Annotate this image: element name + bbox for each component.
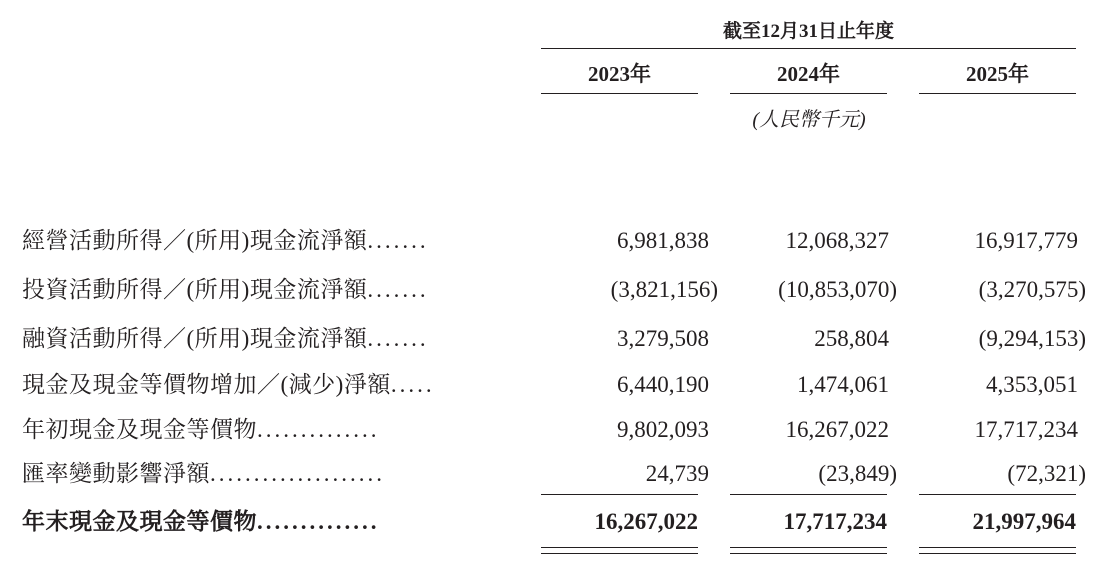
subtotal-rule-2024 bbox=[730, 494, 887, 495]
dot-leader: ....... bbox=[367, 326, 429, 351]
dot-leader: .............. bbox=[257, 509, 380, 534]
value-2025: (3,270,575) bbox=[978, 277, 1086, 302]
period-header: 截至12月31日止年度 bbox=[722, 21, 894, 42]
value-2024: (10,853,070) bbox=[778, 277, 897, 302]
dot-leader: .................... bbox=[210, 461, 385, 486]
row-label bbox=[22, 411, 502, 449]
total-2025: 21,997,964 bbox=[972, 509, 1076, 534]
row-label-text: 年初現金及現金等價物 bbox=[22, 417, 257, 442]
value-2025: (72,321) bbox=[1007, 461, 1086, 486]
dot-leader: ..... bbox=[390, 372, 435, 397]
value-2024: 1,474,061 bbox=[797, 372, 889, 397]
double-rule-2023 bbox=[541, 547, 698, 554]
year-header-2024: 2024年 bbox=[730, 58, 887, 94]
row-label bbox=[22, 455, 502, 493]
row-label bbox=[22, 222, 502, 260]
dot-leader: .............. bbox=[257, 417, 380, 442]
value-2023: (3,821,156) bbox=[610, 277, 718, 302]
total-2024: 17,717,234 bbox=[783, 509, 887, 534]
total-label-text: 年末現金及現金等價物 bbox=[22, 509, 257, 534]
row-label bbox=[22, 271, 502, 309]
value-2023: 24,739 bbox=[645, 461, 709, 486]
double-rule-2024 bbox=[730, 547, 887, 554]
row-label-text: 投資活動所得／(所用)現金流淨額 bbox=[22, 277, 368, 302]
subtotal-rule-2023 bbox=[541, 494, 698, 495]
total-2023: 16,267,022 bbox=[594, 509, 698, 534]
dot-leader: ....... bbox=[367, 228, 429, 253]
row-label bbox=[22, 320, 502, 358]
total-label bbox=[22, 503, 502, 541]
value-2024: 12,068,327 bbox=[785, 228, 889, 253]
value-2025: 4,353,051 bbox=[986, 372, 1078, 397]
subtotal-rule-2025 bbox=[919, 494, 1076, 495]
row-label-text: 經營活動所得／(所用)現金流淨額 bbox=[22, 228, 368, 253]
value-2023: 6,981,838 bbox=[617, 228, 709, 253]
currency-note: (人民幣千元) bbox=[752, 109, 866, 131]
year-header-2023: 2023年 bbox=[541, 58, 698, 94]
row-label-text: 匯率變動影響淨額 bbox=[22, 461, 210, 486]
period-rule bbox=[541, 48, 1076, 49]
value-2025: 16,917,779 bbox=[974, 228, 1078, 253]
value-2025: (9,294,153) bbox=[978, 326, 1086, 351]
value-2024: (23,849) bbox=[818, 461, 897, 486]
double-rule-2025 bbox=[919, 547, 1076, 554]
year-header-2025: 2025年 bbox=[919, 58, 1076, 94]
row-label-text: 融資活動所得／(所用)現金流淨額 bbox=[22, 326, 368, 351]
row-label-text: 現金及現金等價物增加／(減少)淨額 bbox=[22, 372, 391, 397]
value-2023: 9,802,093 bbox=[617, 417, 709, 442]
value-2023: 6,440,190 bbox=[617, 372, 709, 397]
dot-leader: ....... bbox=[367, 277, 429, 302]
value-2023: 3,279,508 bbox=[617, 326, 709, 351]
value-2024: 16,267,022 bbox=[785, 417, 889, 442]
row-label bbox=[22, 366, 502, 404]
value-2025: 17,717,234 bbox=[974, 417, 1078, 442]
value-2024: 258,804 bbox=[814, 326, 889, 351]
